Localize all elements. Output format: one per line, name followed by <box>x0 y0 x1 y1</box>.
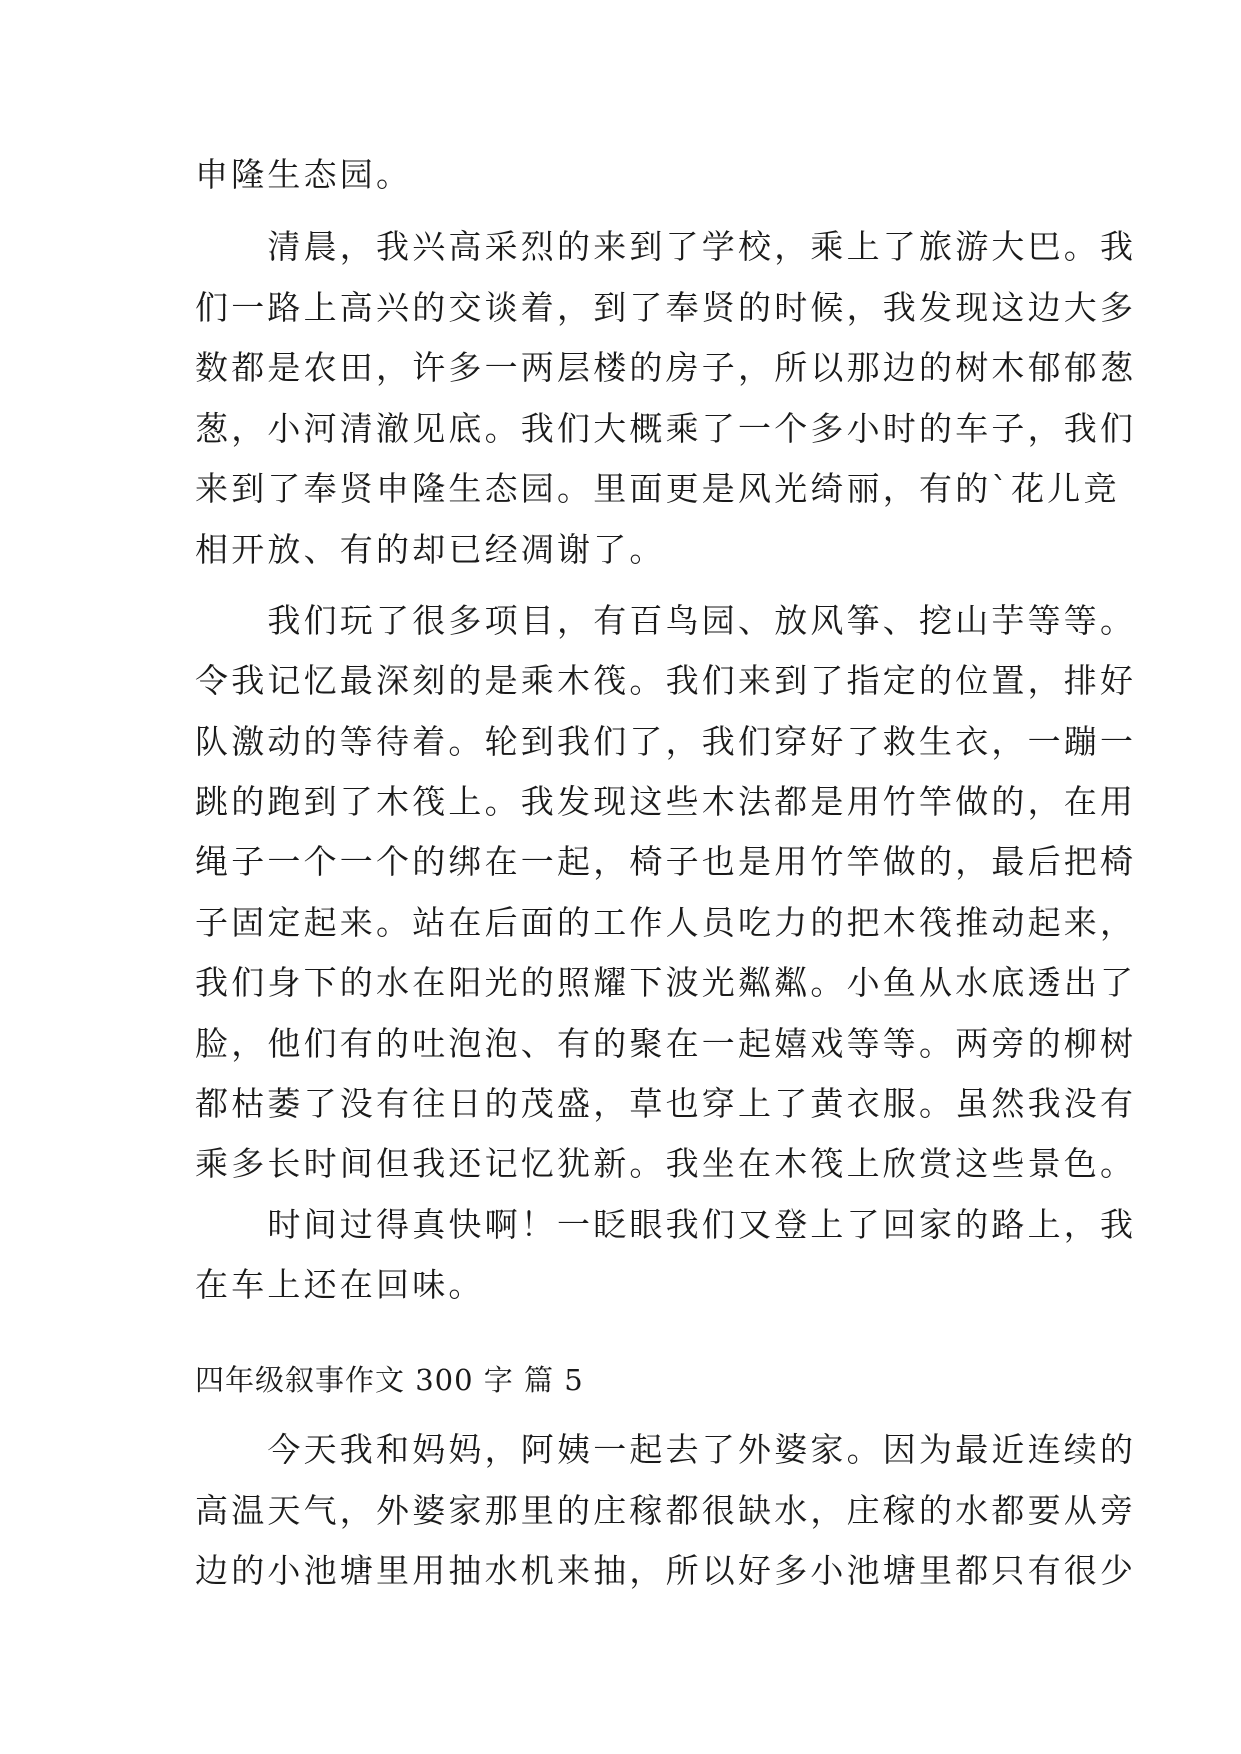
text-line: 边的小池塘里用抽水机来抽，所以好多小池塘里都只有很少 <box>195 1551 1137 1590</box>
text-line: 们一路上高兴的交谈着，到了奉贤的时候，我发现这边大多 <box>195 288 1137 327</box>
text-line: 来到了奉贤申隆生态园。里面更是风光绮丽，有的`花儿竞 <box>195 469 1120 508</box>
text-line: 时间过得真快啊！一眨眼我们又登上了回家的路上，我 <box>195 1205 1137 1244</box>
text-line: 清晨，我兴高采烈的来到了学校，乘上了旅游大巴。我 <box>195 227 1137 266</box>
section-heading: 四年级叙事作文 300 字 篇 5 <box>195 1363 584 1397</box>
text-line: 我们身下的水在阳光的照耀下波光粼粼。小鱼从水底透出了 <box>195 963 1137 1002</box>
text-line: 葱，小河清澈见底。我们大概乘了一个多小时的车子，我们 <box>195 409 1137 448</box>
text-line: 相开放、有的却已经凋谢了。 <box>195 530 666 569</box>
text-line: 今天我和妈妈，阿姨一起去了外婆家。因为最近连续的 <box>195 1430 1137 1469</box>
text-line: 申隆生态园。 <box>195 155 413 194</box>
text-line: 我们玩了很多项目，有百鸟园、放风筝、挖山芋等等。 <box>195 601 1137 640</box>
text-line: 跳的跑到了木筏上。我发现这些木法都是用竹竿做的，在用 <box>195 782 1137 821</box>
text-line: 令我记忆最深刻的是乘木筏。我们来到了指定的位置，排好 <box>195 661 1137 700</box>
text-line: 数都是农田，许多一两层楼的房子，所以那边的树木郁郁葱 <box>195 348 1137 387</box>
text-line: 绳子一个一个的绑在一起，椅子也是用竹竿做的，最后把椅 <box>195 842 1137 881</box>
text-line: 子固定起来。站在后面的工作人员吃力的把木筏推动起来， <box>195 903 1137 942</box>
text-line: 队激动的等待着。轮到我们了，我们穿好了救生衣，一蹦一 <box>195 722 1137 761</box>
text-line: 脸，他们有的吐泡泡、有的聚在一起嬉戏等等。两旁的柳树 <box>195 1024 1137 1063</box>
text-line: 高温天气，外婆家那里的庄稼都很缺水，庄稼的水都要从旁 <box>195 1491 1137 1530</box>
text-line: 都枯萎了没有往日的茂盛，草也穿上了黄衣服。虽然我没有 <box>195 1084 1137 1123</box>
text-line: 乘多长时间但我还记忆犹新。我坐在木筏上欣赏这些景色。 <box>195 1144 1137 1183</box>
text-line: 在车上还在回味。 <box>195 1265 485 1304</box>
